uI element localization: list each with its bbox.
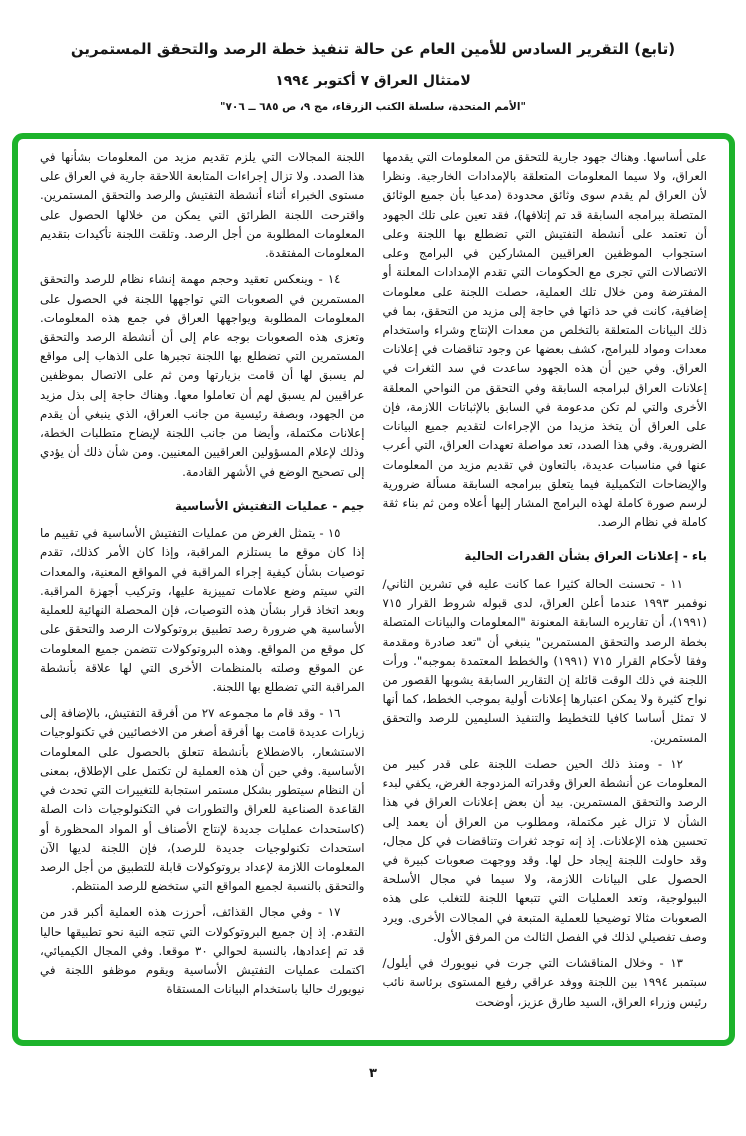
paragraph: ١٣ - وخلال المناقشات التي جرت في نيويورك في أيلول/ سبتمبر ١٩٩٤ بين اللجنة ووفد عراقي رفيع المستوى برئاسة نائب رئيس وزراء العراق، السيد طارق عزيز، أوضحت — [382, 956, 707, 1009]
paragraph: ١٢ - ومنذ ذلك الحين حصلت اللجنة على قدر كبير من المعلومات عن أنشطة العراق وقدراته المزدوجة الغرض، يكفي لبدء الرصد والتحقق المستمرين. بيد أن بعض إعلانات العراق في هذا الشأن لا تزال غير مكتملة، ومطلوب من العراق أن يعمد إلى تحسين هذه الإعلانات. إذ إنه توجد ثغرات وتناقضات في كل مجال، وقد حاولت اللجنة إيجاد حل لها. وقد ووجهت صعوبات كبيرة في الحصول على البيانات اللازمة، ولا سيما في مجال الأسلحة البيولوجية، وتعد العمليات التي تتبعها اللجنة للتغلب على هذه الصعوبات مثالا توضيحيا للعملية المتبعة في المجالات الأخرى. ويرد وصف تفصيلي لذلك في الفصل الثالث من المرفق الأول. — [382, 756, 707, 944]
source-citation: "الأمم المتحدة، سلسلة الكتب الزرقاء، مج ٩، ص ٦٨٥ ــ ٧٠٦" — [220, 100, 526, 113]
paragraph: ١٧ - وفي مجال القذائف، أحرزت هذه العملية أكبر قدر من التقدم. إذ إن جميع البروتوكولات التي تتجه النية نحو تطبيقها حاليا قد تم إعدادها، بالنسبة لحوالي ٣٠ موقعا. وفي المجال الكيميائي، اكتملت عمليات التفتيش الأساسية ويقوم موظفو اللجنة في نيويورك حاليا باستخدام البيانات المستقاة — [40, 905, 365, 997]
paragraph: على أساسها. وهناك جهود جارية للتحقق من المعلومات التي يقدمها العراق، ولا سيما المعلومات المتعلقة بالإمدادات الخارجية. ونظرا لأن العراق لم يقدم سوى وثائق محدودة (مدعيا بأن جميع الوثائق المتصلة ببرامجه السابقة قد تم إتلافها)، فقد تعين على تلك الجهود أن تعتمد على أنشطة التفتيش التي تضطلع بها اللجنة وعلى استجواب الموظفين العراقيين المشاركين في البرامج وعلى الاتصالات التي تجرى مع الحكومات التي تقدم الإمدادات المعلنة أو المفترضة ومن خلال تلك العملية، حصلت اللجنة على معلومات إضافية، كانت في حد ذاتها في حاجة إلى مزيد من التحقق، بما في ذلك البيانات المتعلقة بالتخلص من معدات الإنتاج وشراء واستخدام معدات ومواد للبرامج، كشف بعضها عن وجود تناقضات في إعلانات العراق. وفي حين أن هذه الجهود ساعدت في سد الثغرات في إعلانات العراق لبرامجه السابقة وفي التحقق من النواحي المعلقة الأخرى والتي لم تكن مدعومة في السابق بالإثباتات اللازمة، فإن على العراق أن يتخذ مزيدا من الإجراءات لتقديم جميع البيانات الضرورية. وفي هذا الصدد، تعد مواصلة تعهدات العراق، التي أعرب عنها في مناسبات عديدة، بالتعاون في تقديم مزيد من المعلومات والإيضاحات التكميلية فيما يتعلق ببرامجه السابقة مسألة ضرورية لرسم صورة كاملة لهذه البرامج المشار إليها أعلاه ومن ثم بناء ثقة كاملة في نظام الرصد. — [382, 150, 707, 530]
column-right — [383, 148, 708, 1034]
report-header — [0, 0, 746, 113]
paragraph: ١١ - تحسنت الحالة كثيرا عما كانت عليه في تشرين الثاني/ نوفمبر ١٩٩٣ عندما أعلن العراق، لدى قبوله شروط القرار ٧١٥ (١٩٩١)، أن تقاريره السابقة المعنونة "المعلومات والبيانات المتصلة بخطة الرصد والتحقق المستمرين" ينبغي أن "تعد صادرة ومقدمة وفقا لأحكام القرار ٧١٥ (١٩٩١) والخطط المعتمدة بموجبه". ورأت اللجنة في ذلك الوقت قائلة إن التقارير السابقة يشوبها القصور من نواح كثيرة ولا يمكن اعتبارها إعلانات أولية بموجب الخطط، كما أنها لا تمثل أساسا كافيا للتخطيط والتنفيذ السليمين للرصد والتحقق المستمرين. — [382, 576, 708, 745]
paragraph: ١٥ - يتمثل الغرض من عمليات التفتيش الأساسية في تقييم ما إذا كان موقع ما يستلزم المراقبة، وإذا كان الأمر كذلك، تقدم توصيات بشأن كيفية إجراء المراقبة في المواقع المعنية، والمعدات التي سيتم وضع علامات تمييزية عليها، وتركيب أجهزة المراقبة. وبعد اتخاذ قرار بشأن هذه التوصيات، فإن المحصلة النهائية للعملية الأساسية هي ضرورة رصد تطبيق بروتوكولات الرصد والتحقق على كل موقع من المواقع. وهذه البروتوكولات تتضمن جميع المعلومات عن الموقع وصلته بالمنظمات الأخرى التي لها علاقة بأنشطة المراقبة التي تضطلع بها اللجنة. — [40, 526, 365, 695]
two-column-text — [18, 139, 729, 1040]
section-heading: باء - إعلانات العراق بشأن القدرات الحالية — [464, 549, 707, 564]
column-left — [40, 148, 365, 1034]
paragraph: اللجنة المجالات التي يلزم تقديم مزيد من المعلومات بشأنها في هذا الصدد. ولا تزال إجراءات المتابعة اللاحقة جارية في العراق على مستوى الخبراء أثناء أنشطة التفتيش والرصد والتحقق المستمرين. واقترحت اللجنة الطرائق التي يمكن من خلالها الحصول على المعلومات المطلوبة من أجل الرصد. وتلقت اللجنة تأكيدات بتقديم المعلومات المفتقدة. — [40, 150, 365, 261]
document-body-frame — [12, 133, 735, 1046]
section-heading: جيم - عمليات التفتيش الأساسية — [175, 498, 365, 513]
report-title-line2: لامتثال العراق ٧ أكتوبر ١٩٩٤ — [275, 72, 471, 89]
report-title-line1: (تابع) التقرير السادس للأمين العام عن حالة تنفيذ خطة الرصد والتحقق المستمرين — [70, 40, 676, 58]
page-number: ٣ — [369, 1066, 377, 1081]
paragraph: ١٤ - وينعكس تعقيد وحجم مهمة إنشاء نظام للرصد والتحقق المستمرين في الصعوبات التي تواجهها اللجنة في الحصول على المعلومات المطلوبة ويواجهها العراق في جمع هذه المعلومات. وتعزى هذه الصعوبات بوجه عام إلى أن أنشطة الرصد والتحقق المستمرين التي تضطلع بها اللجنة تجبرها على الذهاب إلى مواقع لم يسبق لها أن قامت بزيارتها ومن ثم على الاتصال بموظفين عراقيين لم يسبق لهم أن تعاملوا معها. وهناك حاجة إلى بذل مزيد من الجهود، وبصفة رئيسية من جانب العراق، الذي ينبغي أن يقدم إعلانات مكتملة، وأيضا من جانب اللجنة لإيضاح متطلبات الخطة، وذلك لإعلام المسؤولين العراقيين المعنيين. ومن شأن ذلك أن يؤدي إلى تصحيح الوضع في الأشهر القادمة. — [40, 272, 365, 479]
paragraph: ١٦ - وقد قام ما مجموعه ٢٧ من أفرقة التفتيش، بالإضافة إلى زيارات عديدة قامت بها أفرقة أصغر من الاخصائيين في تكنولوجيات الاستشعار، بالاضطلاع بأنشطة تتعلق بالحصول على المعلومات الأساسية. وفي حين أن هذه العملية لن تكتمل على الإطلاق، بمعنى أن النظام سيتطور بشكل مستمر استجابة للتغييرات التي تحدث في القاعدة الصناعية للعراق والتطورات في التكنولوجيات ذات الصلة (كاستحداث عمليات جديدة لإنتاج الأصناف أو المواد المحظورة أو استحداث تكنولوجيات جديدة للرصد)، فإن اللجنة لديها الآن المعلومات اللازمة لإعداد بروتوكولات قابلة للتطبيق من أجل الرصد والتحقق بالنسبة لجميع المواقع التي ستخضع للرصد المنتظم. — [40, 706, 365, 894]
